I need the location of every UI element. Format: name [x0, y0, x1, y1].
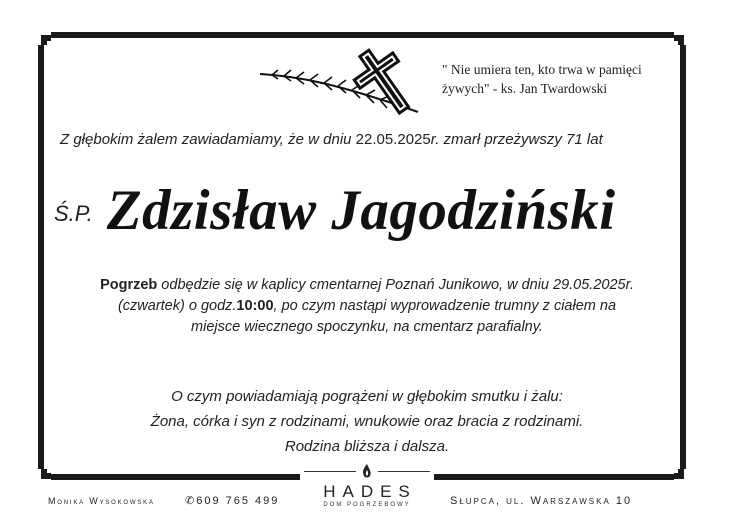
mourners-line: Rodzina bliższa i dalsza.: [284, 438, 450, 455]
funeral-line: [50, 275, 684, 296]
logo-line-left: [304, 471, 356, 472]
hades-logo: [300, 463, 434, 515]
cross-with-palm-branch-icon: [258, 40, 438, 120]
quote-line: żywych" - ks. Jan Twardowski: [442, 81, 608, 96]
footer-phone: ✆609 765 499: [185, 495, 280, 507]
logo-brand: HADES: [323, 482, 417, 501]
frame-corner-top-left: [29, 23, 51, 45]
footer-address: Słupca, ul. Warszawska 10: [450, 495, 633, 507]
funeral-details: [50, 275, 684, 338]
footer-contact-name: Monika Wysokowska: [48, 496, 155, 506]
death-announcement-intro: [60, 131, 680, 148]
funeral-label: Pogrzeb: [100, 277, 158, 293]
funeral-time: 10:00: [236, 298, 274, 314]
mourners-line: O czym powiadamiają pogrążeni w głębokim smutku i żalu:: [171, 388, 563, 405]
frame-corner-top-right: [674, 23, 696, 45]
flame-icon: [359, 463, 375, 481]
frame-corner-bottom-right: [674, 469, 696, 491]
intro-text: Z głębokim żalem zawiadamiamy, że w dniu: [60, 131, 356, 148]
funeral-text: , po czym nastąpi wyprowadzenie trumny z ciałem na: [273, 298, 617, 314]
funeral-text: (czwartek) o godz.: [117, 298, 237, 314]
death-date: 22.05.2025: [355, 131, 431, 148]
funeral-line: miejsce wiecznego spoczynku, na cmentarz parafialny.: [191, 319, 543, 335]
mourners-section: [40, 384, 694, 459]
logo-subtitle: DOM POGRZEBOWY: [323, 502, 411, 508]
quote-line: " Nie umiera ten, kto trwa w pamięci: [442, 62, 642, 77]
deceased-name: Zdzisław Jagodziński: [106, 179, 616, 242]
funeral-text: odbędzie się w kaplicy cmentarnej Poznań Junikowo, w dniu 29.05.2025r.: [157, 277, 634, 293]
mourners-line: Żona, córka i syn z rodzinami, wnukowie oraz bracia z rodzinami.: [150, 413, 584, 430]
deceased-name-row: [54, 178, 694, 243]
frame-corner-bottom-left: [29, 469, 51, 491]
funeral-line: [50, 296, 684, 317]
intro-text-after: r. zmarł przeżywszy 71 lat: [430, 131, 603, 148]
memorial-quote: [442, 60, 682, 98]
name-prefix: Ś.P.: [54, 201, 93, 226]
logo-line-right: [378, 471, 430, 472]
